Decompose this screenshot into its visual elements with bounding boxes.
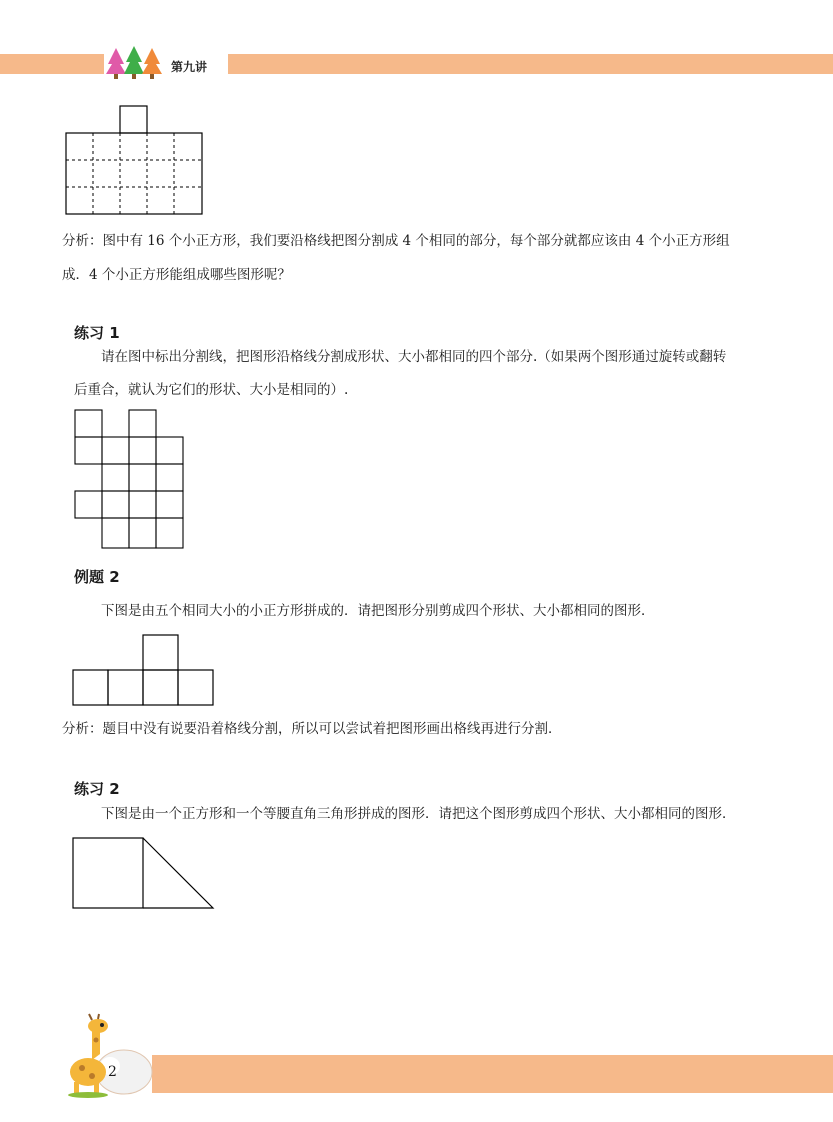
example2-title: 例题 2 [74,568,120,586]
example2-line1: 下图是由五个相同大小的小正方形拼成的．请把图形分别剪成四个形状、大小都相同的图形． [101,603,655,619]
exercise1-title: 练习 1 [74,324,120,342]
example2-analysis: 分析：题目中没有说要沿着格线分割，所以可以尝试着把图形画出格线再进行分割． [62,721,562,737]
analysis1-line2: 成．4 个小正方形能组成哪些图形呢？ [62,267,291,283]
header-band-right [228,54,833,74]
exercise2-line1: 下图是由一个正方形和一个等腰直角三角形拼成的图形．请把这个图形剪成四个形状、大小都相同的图形． [101,806,736,822]
figure-16-squares [66,106,204,216]
trees-logo-icon [106,44,166,80]
page-number: 2 [108,1064,117,1080]
header-band-left [0,54,104,74]
footer-band [152,1055,833,1093]
giraffe-mascot-icon [62,1014,154,1098]
exercise1-line1: 请在图中标出分割线，把图形沿格线分割成形状、大小都相同的四个部分.（如果两个图形通过旋转或翻转 [101,349,727,365]
exercise2-title: 练习 2 [74,780,120,798]
exercise1-line2: 后重合，就认为它们的形状、大小是相同的）. [74,382,349,398]
chapter-label: 第九讲 [171,60,208,74]
figure-square-triangle [73,838,215,910]
figure-five-squares [73,635,215,707]
figure-exercise1-grid [75,410,185,550]
analysis1-line1: 分析：图中有 16 个小正方形，我们要沿格线把图分割成 4 个相同的部分，每个部分就都应该由 4 个小正方形组 [62,233,730,249]
